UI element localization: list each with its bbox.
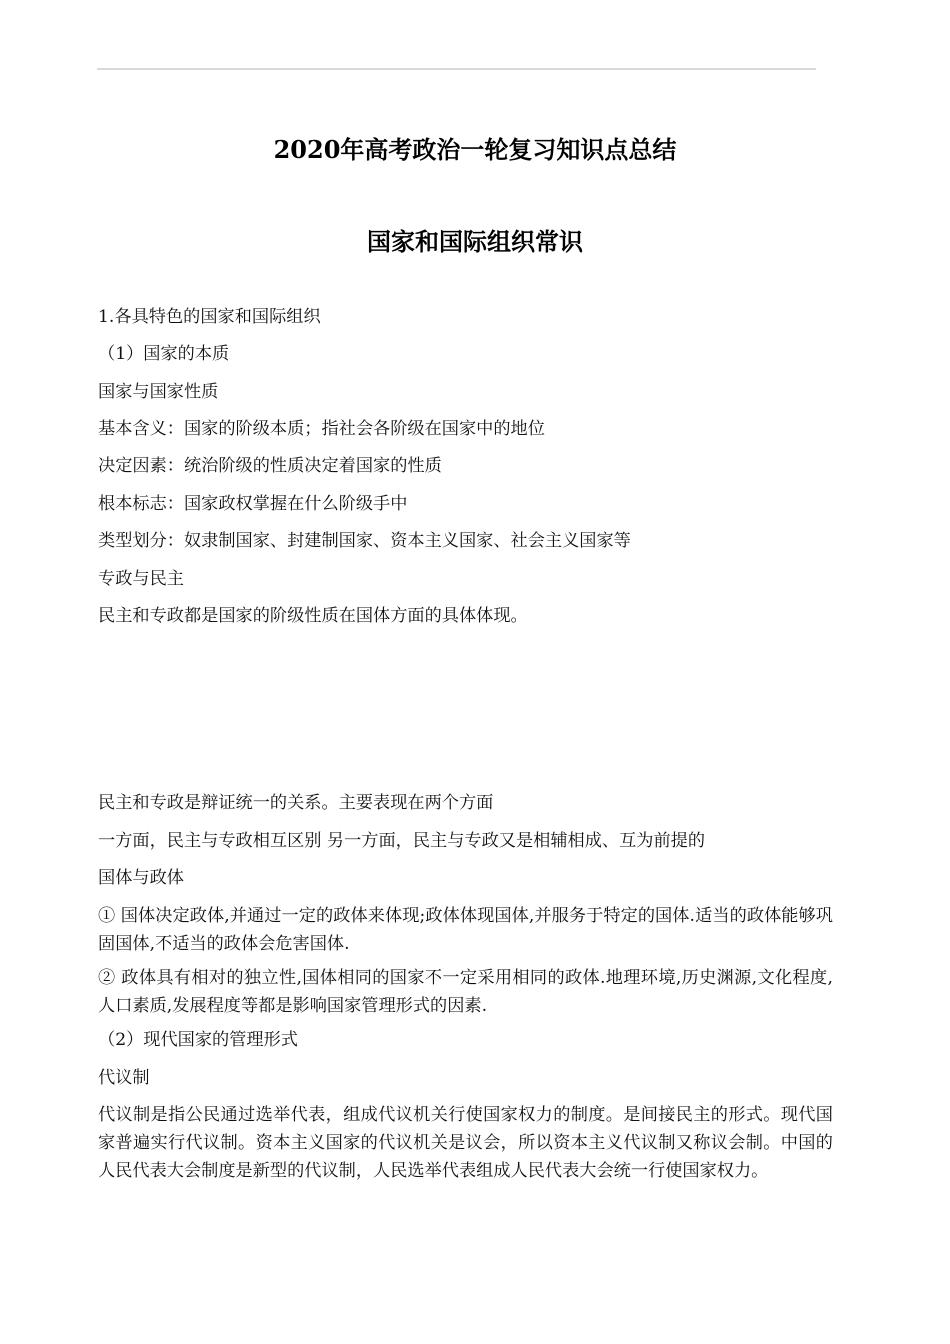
header-rule [97, 68, 816, 70]
paragraph: 代议制 [98, 1068, 150, 1088]
paragraph: 国体与政体 [98, 868, 184, 888]
paragraph: 民主和专政都是国家的阶级性质在国体方面的具体体现。 [98, 606, 528, 626]
paragraph: ① 国体决定政体,并通过一定的政体来体现;政体体现国体,并服务于特定的国体.适当的政体能够巩固国体,不适当的政体会危害国体. [98, 906, 833, 954]
paragraph: 类型划分：奴隶制国家、封建制国家、资本主义国家、社会主义国家等 [98, 531, 631, 551]
paragraph: 决定因素：统治阶级的性质决定着国家的性质 [98, 456, 442, 476]
paragraph: 代议制是指公民通过选举代表，组成代议机关行使国家权力的制度。是间接民主的形式。现代国家普遍实行代议制。资本主义国家的代议机关是议会，所以资本主义代议制又称议会制。中国的人民代表大会制度是新型的代议制，人民选举代表组成人民代表大会统一行使国家权力。 [98, 1105, 833, 1181]
paragraph: 专政与民主 [98, 569, 184, 589]
paragraph-subheading-2: （2）现代国家的管理形式 [98, 1030, 298, 1050]
paragraph: 根本标志：国家政权掌握在什么阶级手中 [98, 494, 408, 514]
paragraph-heading-1: 1.各具特色的国家和国际组织 [98, 307, 321, 327]
paragraph: 基本含义：国家的阶级本质；指社会各阶级在国家中的地位 [98, 419, 545, 439]
paragraph: 民主和专政是辩证统一的关系。主要表现在两个方面 [98, 793, 494, 813]
paragraph: 国家与国家性质 [98, 382, 219, 402]
document-title: 2020年高考政治一轮复习知识点总结 [273, 135, 677, 164]
paragraph: 一方面，民主与专政相互区别 另一方面，民主与专政又是相辅相成、互为前提的 [98, 831, 706, 851]
paragraph: ② 政体具有相对的独立性,国体相同的国家不一定采用相同的政体.地理环境,历史渊源,文化程度,人口素质,发展程度等都是影响国家管理形式的因素. [98, 968, 833, 1016]
section-title: 国家和国际组织常识 [367, 227, 583, 256]
paragraph-subheading-1: （1）国家的本质 [98, 344, 230, 364]
